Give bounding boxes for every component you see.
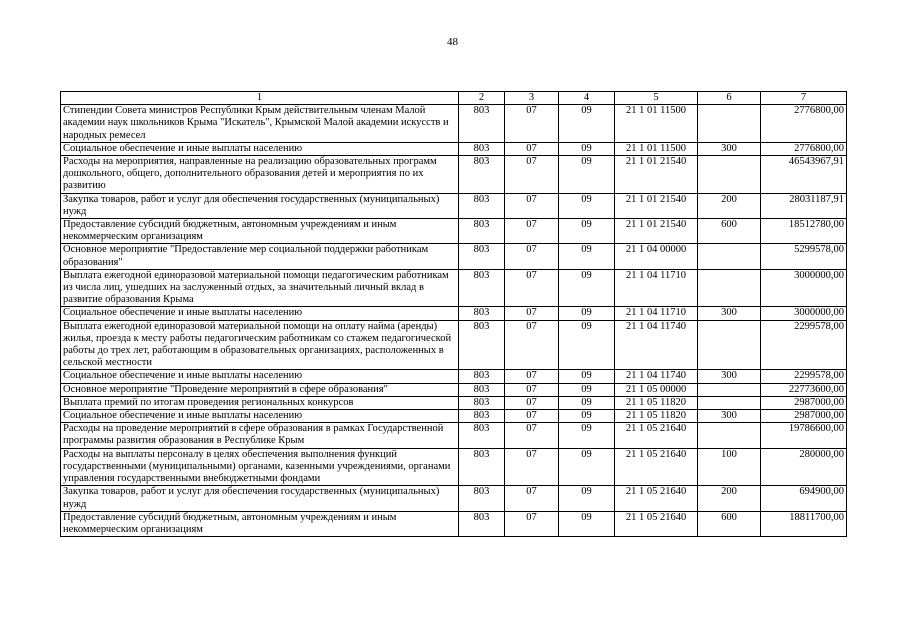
target-article-code-cell: 21 1 04 11710 <box>615 269 698 307</box>
subsection-code-cell: 09 <box>559 307 615 320</box>
item-name-cell: Расходы на выплаты персоналу в целях обеспечения выполнения функций государственными (муниципальными) органами, казенными учреждениями, органами управления государственными внебюджетными фондами <box>61 448 459 486</box>
amount-cell: 46543967,91 <box>761 156 847 194</box>
item-name-cell: Расходы на мероприятия, направленные на реализацию образовательных программ дошкольного, общего, дополнительного образования детей и мероприятия по их развитию <box>61 156 459 194</box>
ministry-code-cell: 803 <box>459 156 505 194</box>
subsection-code-cell: 09 <box>559 370 615 383</box>
subsection-code-cell: 09 <box>559 511 615 536</box>
item-name-cell: Социальное обеспечение и иные выплаты населению <box>61 142 459 155</box>
subsection-code-cell: 09 <box>559 486 615 511</box>
target-article-code-cell: 21 1 04 11710 <box>615 307 698 320</box>
ministry-code-cell: 803 <box>459 244 505 269</box>
item-name-cell: Закупка товаров, работ и услуг для обеспечения государственных (муниципальных) нужд <box>61 193 459 218</box>
section-code-cell: 07 <box>505 142 559 155</box>
expense-type-code-cell: 600 <box>698 219 761 244</box>
expense-type-code-cell: 300 <box>698 370 761 383</box>
target-article-code-cell: 21 1 05 00000 <box>615 383 698 396</box>
amount-cell: 2299578,00 <box>761 370 847 383</box>
expense-type-code-cell <box>698 269 761 307</box>
ministry-code-cell: 803 <box>459 269 505 307</box>
table-row <box>61 383 847 396</box>
expense-type-code-cell: 300 <box>698 410 761 423</box>
amount-cell: 2299578,00 <box>761 320 847 370</box>
table-row <box>61 396 847 409</box>
ministry-code-cell: 803 <box>459 219 505 244</box>
target-article-code-cell: 21 1 04 11740 <box>615 370 698 383</box>
subsection-code-cell: 09 <box>559 396 615 409</box>
ministry-code-cell: 803 <box>459 105 505 143</box>
section-code-cell: 07 <box>505 244 559 269</box>
expense-type-code-cell: 200 <box>698 486 761 511</box>
amount-cell: 280000,00 <box>761 448 847 486</box>
expense-type-code-cell: 300 <box>698 142 761 155</box>
section-code-cell: 07 <box>505 396 559 409</box>
table-row <box>61 219 847 244</box>
amount-cell: 3000000,00 <box>761 269 847 307</box>
ministry-code-cell: 803 <box>459 383 505 396</box>
expense-type-code-cell <box>698 396 761 409</box>
section-code-cell: 07 <box>505 219 559 244</box>
table-row <box>61 307 847 320</box>
item-name-cell: Социальное обеспечение и иные выплаты населению <box>61 307 459 320</box>
amount-cell: 3000000,00 <box>761 307 847 320</box>
subsection-code-cell: 09 <box>559 383 615 396</box>
subsection-code-cell: 09 <box>559 105 615 143</box>
item-name-cell: Социальное обеспечение и иные выплаты населению <box>61 370 459 383</box>
amount-cell: 2987000,00 <box>761 410 847 423</box>
amount-cell: 2776800,00 <box>761 142 847 155</box>
target-article-code-cell: 21 1 04 11740 <box>615 320 698 370</box>
target-article-code-cell: 21 1 05 21640 <box>615 448 698 486</box>
section-code-cell: 07 <box>505 486 559 511</box>
subsection-code-cell: 09 <box>559 448 615 486</box>
table-row <box>61 410 847 423</box>
page-number: 48 <box>447 36 458 48</box>
target-article-code-cell: 21 1 01 11500 <box>615 142 698 155</box>
section-code-cell: 07 <box>505 105 559 143</box>
section-code-cell: 07 <box>505 511 559 536</box>
subsection-code-cell: 09 <box>559 156 615 194</box>
amount-cell: 28031187,91 <box>761 193 847 218</box>
expense-type-code-cell <box>698 320 761 370</box>
item-name-cell: Выплата ежегодной единоразовой материальной помощи педагогическим работникам из числа лиц, ушедших на заслуженный отдых, за значительный личный вклад в развитие образования Крыма <box>61 269 459 307</box>
ministry-code-cell: 803 <box>459 448 505 486</box>
subsection-code-cell: 09 <box>559 193 615 218</box>
subsection-code-cell: 09 <box>559 269 615 307</box>
amount-cell: 5299578,00 <box>761 244 847 269</box>
table-row <box>61 320 847 370</box>
ministry-code-cell: 803 <box>459 423 505 448</box>
target-article-code-cell: 21 1 01 21540 <box>615 193 698 218</box>
table-row <box>61 423 847 448</box>
amount-cell: 2776800,00 <box>761 105 847 143</box>
section-code-cell: 07 <box>505 383 559 396</box>
header-cell-7: 7 <box>761 92 847 105</box>
item-name-cell: Предоставление субсидий бюджетным, автономным учреждениям и иным некоммерческим организациям <box>61 511 459 536</box>
ministry-code-cell: 803 <box>459 320 505 370</box>
expense-type-code-cell <box>698 156 761 194</box>
item-name-cell: Предоставление субсидий бюджетным, автономным учреждениям и иным некоммерческим организациям <box>61 219 459 244</box>
item-name-cell: Стипендии Совета министров Республики Крым действительным членам Малой академии наук школьников Крыма "Искатель", Крымской Малой академии искусств и народных ремесел <box>61 105 459 143</box>
item-name-cell: Основное мероприятие "Проведение мероприятий в сфере образования" <box>61 383 459 396</box>
amount-cell: 19786600,00 <box>761 423 847 448</box>
section-code-cell: 07 <box>505 320 559 370</box>
table-row <box>61 269 847 307</box>
subsection-code-cell: 09 <box>559 244 615 269</box>
section-code-cell: 07 <box>505 448 559 486</box>
expense-type-code-cell <box>698 105 761 143</box>
subsection-code-cell: 09 <box>559 410 615 423</box>
header-cell-6: 6 <box>698 92 761 105</box>
target-article-code-cell: 21 1 04 00000 <box>615 244 698 269</box>
amount-cell: 18512780,00 <box>761 219 847 244</box>
ministry-code-cell: 803 <box>459 396 505 409</box>
target-article-code-cell: 21 1 05 21640 <box>615 423 698 448</box>
header-cell-4: 4 <box>559 92 615 105</box>
expense-type-code-cell: 600 <box>698 511 761 536</box>
expense-type-code-cell: 300 <box>698 307 761 320</box>
expense-type-code-cell <box>698 423 761 448</box>
target-article-code-cell: 21 1 05 21640 <box>615 511 698 536</box>
ministry-code-cell: 803 <box>459 370 505 383</box>
item-name-cell: Социальное обеспечение и иные выплаты населению <box>61 410 459 423</box>
table-row <box>61 105 847 143</box>
table-row <box>61 193 847 218</box>
target-article-code-cell: 21 1 01 11500 <box>615 105 698 143</box>
table-row <box>61 156 847 194</box>
table-row <box>61 142 847 155</box>
subsection-code-cell: 09 <box>559 142 615 155</box>
header-cell-5: 5 <box>615 92 698 105</box>
item-name-cell: Расходы на проведение мероприятий в сфере образования в рамках Государственной программы развития образования в Республике Крым <box>61 423 459 448</box>
table-row <box>61 370 847 383</box>
expense-type-code-cell: 100 <box>698 448 761 486</box>
ministry-code-cell: 803 <box>459 193 505 218</box>
section-code-cell: 07 <box>505 269 559 307</box>
item-name-cell: Выплата премий по итогам проведения региональных конкурсов <box>61 396 459 409</box>
target-article-code-cell: 21 1 01 21540 <box>615 219 698 244</box>
expense-type-code-cell <box>698 383 761 396</box>
item-name-cell: Выплата ежегодной единоразовой материальной помощи на оплату найма (аренды) жилья, проезда к месту работы педагогическим работникам со стажем педагогической работы до трех лет, работающим в образовательных организациях, расположенных в сельской местности <box>61 320 459 370</box>
expense-type-code-cell: 200 <box>698 193 761 218</box>
header-cell-1: 1 <box>61 92 459 105</box>
table-row <box>61 511 847 536</box>
table-row <box>61 448 847 486</box>
ministry-code-cell: 803 <box>459 142 505 155</box>
item-name-cell: Закупка товаров, работ и услуг для обеспечения государственных (муниципальных) нужд <box>61 486 459 511</box>
target-article-code-cell: 21 1 01 21540 <box>615 156 698 194</box>
amount-cell: 694900,00 <box>761 486 847 511</box>
amount-cell: 2987000,00 <box>761 396 847 409</box>
header-cell-3: 3 <box>505 92 559 105</box>
target-article-code-cell: 21 1 05 11820 <box>615 410 698 423</box>
subsection-code-cell: 09 <box>559 219 615 244</box>
subsection-code-cell: 09 <box>559 320 615 370</box>
item-name-cell: Основное мероприятие "Предоставление мер социальной поддержки работникам образования" <box>61 244 459 269</box>
section-code-cell: 07 <box>505 307 559 320</box>
budget-table <box>60 91 847 537</box>
ministry-code-cell: 803 <box>459 511 505 536</box>
section-code-cell: 07 <box>505 193 559 218</box>
ministry-code-cell: 803 <box>459 410 505 423</box>
table-row <box>61 486 847 511</box>
ministry-code-cell: 803 <box>459 307 505 320</box>
amount-cell: 18811700,00 <box>761 511 847 536</box>
section-code-cell: 07 <box>505 370 559 383</box>
ministry-code-cell: 803 <box>459 486 505 511</box>
subsection-code-cell: 09 <box>559 423 615 448</box>
section-code-cell: 07 <box>505 423 559 448</box>
header-row <box>61 92 847 105</box>
amount-cell: 22773600,00 <box>761 383 847 396</box>
header-cell-2: 2 <box>459 92 505 105</box>
target-article-code-cell: 21 1 05 21640 <box>615 486 698 511</box>
target-article-code-cell: 21 1 05 11820 <box>615 396 698 409</box>
section-code-cell: 07 <box>505 156 559 194</box>
expense-type-code-cell <box>698 244 761 269</box>
section-code-cell: 07 <box>505 410 559 423</box>
table-row <box>61 244 847 269</box>
